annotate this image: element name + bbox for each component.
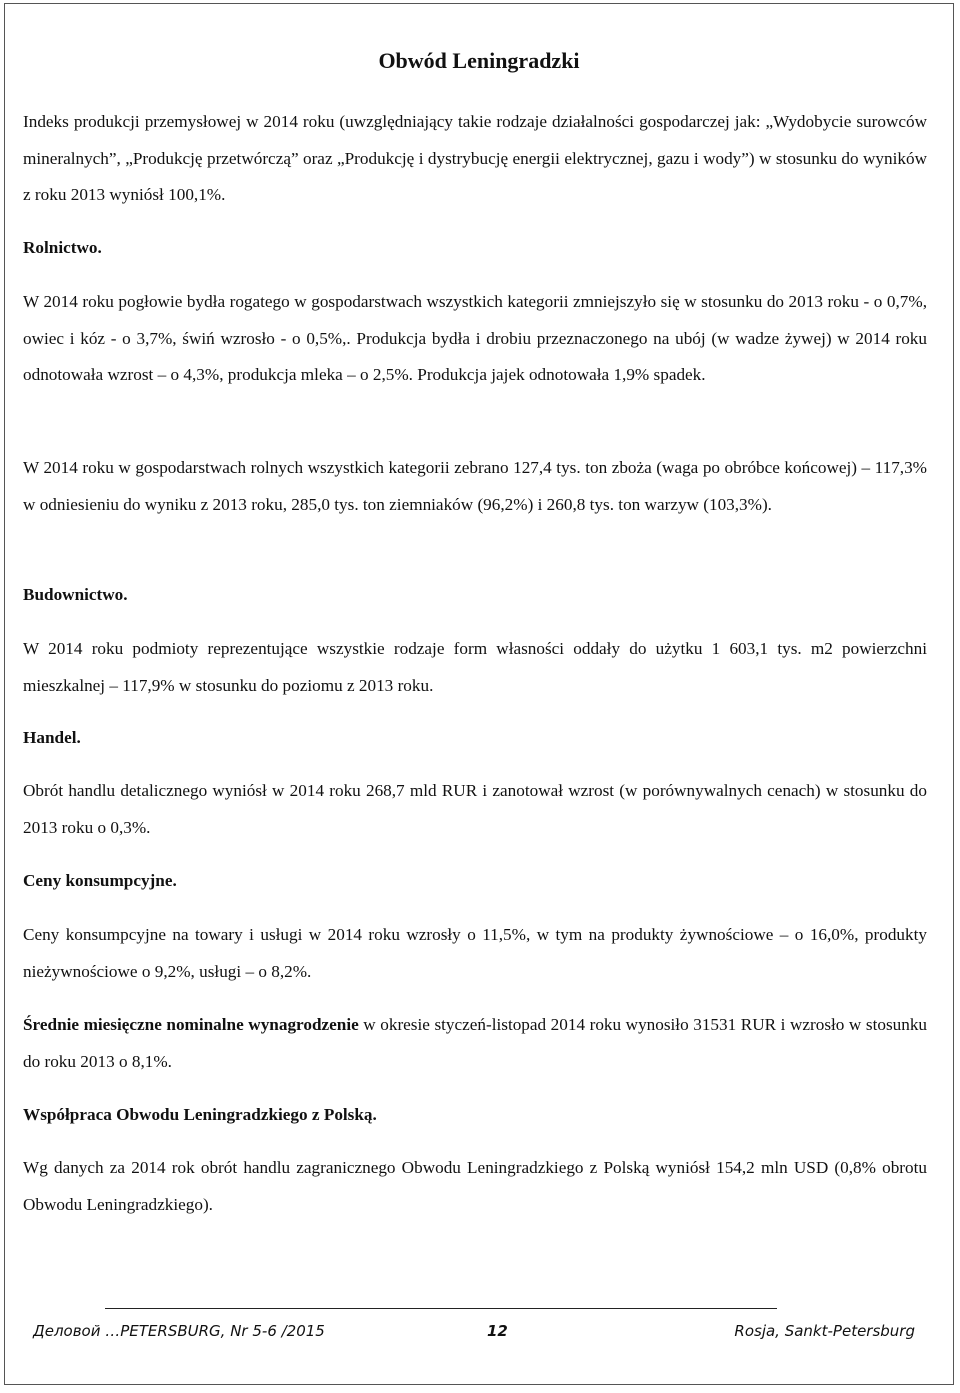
section-heading-rolnictwo: Rolnictwo.: [23, 238, 102, 257]
ceny-paragraph: Ceny konsumpcyjne na towary i usługi w 2014 roku wzrosły o 11,5%, w tym na produkty żywnościowe – o 16,0%, produkty nieżywnościowe o 9,2%, usługi – o 8,2%.: [23, 925, 927, 981]
footer-page-number: 12: [487, 1322, 508, 1340]
section-heading-handel: Handel.: [23, 728, 81, 747]
rolnictwo-paragraph-1: W 2014 roku pogłowie bydła rogatego w gospodarstwach wszystkich kategorii zmniejszyło się w stosunku do 2013 roku - o 0,7%, owiec i kóz - o 3,7%, świń wzrosło - o 0,5%,. Produkcja bydła i drobiu przeznaczonego na ubój (w wadze żywej) w 2014 roku odnotowała wzrost – o 4,3%, produkcja mleka – o 2,5%. Produkcja jajek odnotowała 1,9% spadek.: [23, 292, 927, 384]
footer-divider: [105, 1308, 777, 1309]
wynagrodzenie-lead: Średnie miesięczne nominalne wynagrodzenie: [23, 1015, 359, 1034]
page-footer: [33, 1322, 915, 1344]
footer-publication: Деловой …PETERSBURG, Nr 5-6 /2015: [33, 1322, 325, 1340]
section-heading-ceny: Ceny konsumpcyjne.: [23, 871, 177, 890]
handel-paragraph: Obrót handlu detalicznego wyniósł w 2014 roku 268,7 mld RUR i zanotował wzrost (w porównywalnych cenach) w stosunku do 2013 roku o 0,3%.: [23, 781, 927, 837]
footer-location: Rosja, Sankt-Petersburg: [734, 1322, 915, 1340]
document-page: [4, 3, 954, 1385]
budownictwo-paragraph: W 2014 roku podmioty reprezentujące wszystkie rodzaje form własności oddały do użytku 1 603,1 tys. m2 powierzchni mieszkalnej – 117,9% w stosunku do poziomu z 2013 roku.: [23, 639, 927, 695]
wspolpraca-paragraph: Wg danych za 2014 rok obrót handlu zagranicznego Obwodu Leningradzkiego z Polską wyniósł 154,2 mln USD (0,8% obrotu Obwodu Leningradzkiego).: [23, 1158, 927, 1214]
rolnictwo-paragraph-2: W 2014 roku w gospodarstwach rolnych wszystkich kategorii zebrano 127,4 tys. ton zboża (waga po obróbce końcowej) – 117,3% w odniesieniu do wyniku z 2013 roku, 285,0 tys. ton ziemniaków (96,2%) i 260,8 tys. ton warzyw (103,3%).: [23, 458, 927, 514]
intro-paragraph: Indeks produkcji przemysłowej w 2014 roku (uwzględniający takie rodzaje działalności gospodarczej jak: „Wydobycie surowców mineralnych”, „Produkcję przetwórczą” oraz „Produkcję i dystrybucję energii elektrycznej, gazu i wody”) w stosunku do wyników z roku 2013 wyniósł 100,1%.: [23, 112, 927, 204]
wynagrodzenie-paragraph: [23, 1007, 927, 1080]
section-heading-budownictwo: Budownictwo.: [23, 585, 128, 604]
wynagrodzenie-text: w okresie styczeń-listopad 2014 roku wynosiło 31531 RUR i wzrosło w stosunku do roku 2013 o 8,1%.: [23, 1015, 928, 1071]
page-title: Obwód Leningradzki: [378, 48, 580, 73]
section-heading-wspolpraca: Współpraca Obwodu Leningradzkiego z Polską.: [23, 1105, 377, 1124]
